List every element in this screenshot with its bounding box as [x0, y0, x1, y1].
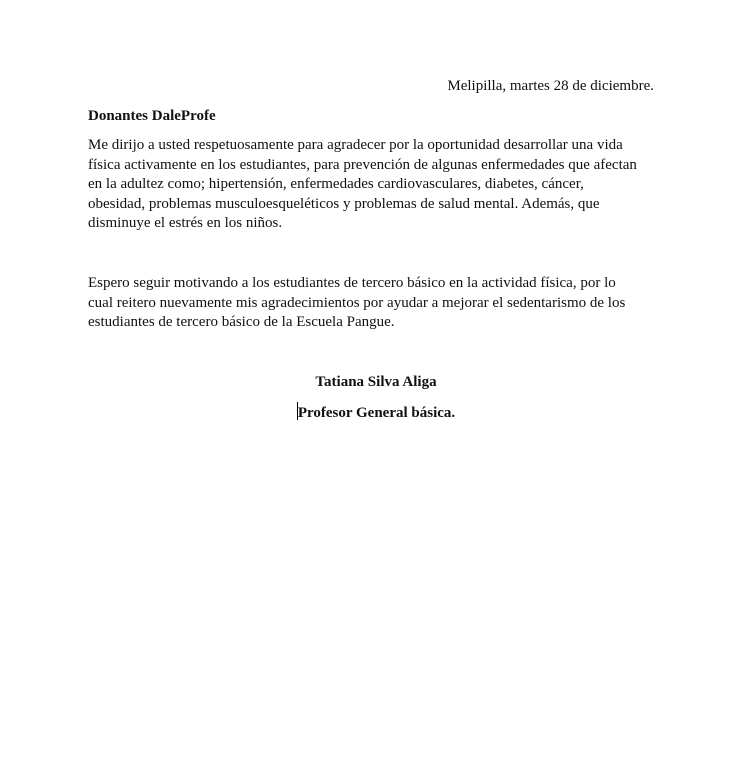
paragraph-line: disminuye el estrés en los niños. — [88, 215, 283, 232]
body-paragraph-1 — [88, 136, 660, 234]
paragraph-line: Me dirijo a usted respetuosamente para agradecer por la oportunidad desarrollar una vida — [88, 137, 623, 153]
paragraph-line: física activamente en los estudiantes, para prevención de algunas enfermedades que afectan — [88, 156, 637, 173]
signature-name: Tatiana Silva Aliga — [315, 374, 437, 390]
paragraph-line: obesidad, problemas musculoesqueléticos y problemas de salud mental. Además, que — [88, 195, 600, 212]
signature-role[interactable]: Profesor General básica. — [297, 405, 456, 421]
paragraph-line: estudiantes de tercero básico de la Escuela Pangue. — [88, 314, 395, 331]
signature-role-line[interactable] — [0, 402, 754, 423]
paragraph-line: en la adultez como; hipertensión, enfermedades cardiovasculares, diabetes, cáncer, — [88, 176, 584, 193]
body-paragraph-2 — [88, 274, 660, 333]
paragraph-line: cual reitero nuevamente mis agradecimientos por ayudar a mejorar el sedentarismo de los — [88, 294, 626, 311]
recipient-heading: Donantes DaleProfe — [88, 108, 216, 124]
paragraph-line: Espero seguir motivando a los estudiantes de tercero básico en la actividad física, por lo — [88, 275, 616, 291]
date-line: Melipilla, martes 28 de diciembre. — [447, 78, 654, 94]
